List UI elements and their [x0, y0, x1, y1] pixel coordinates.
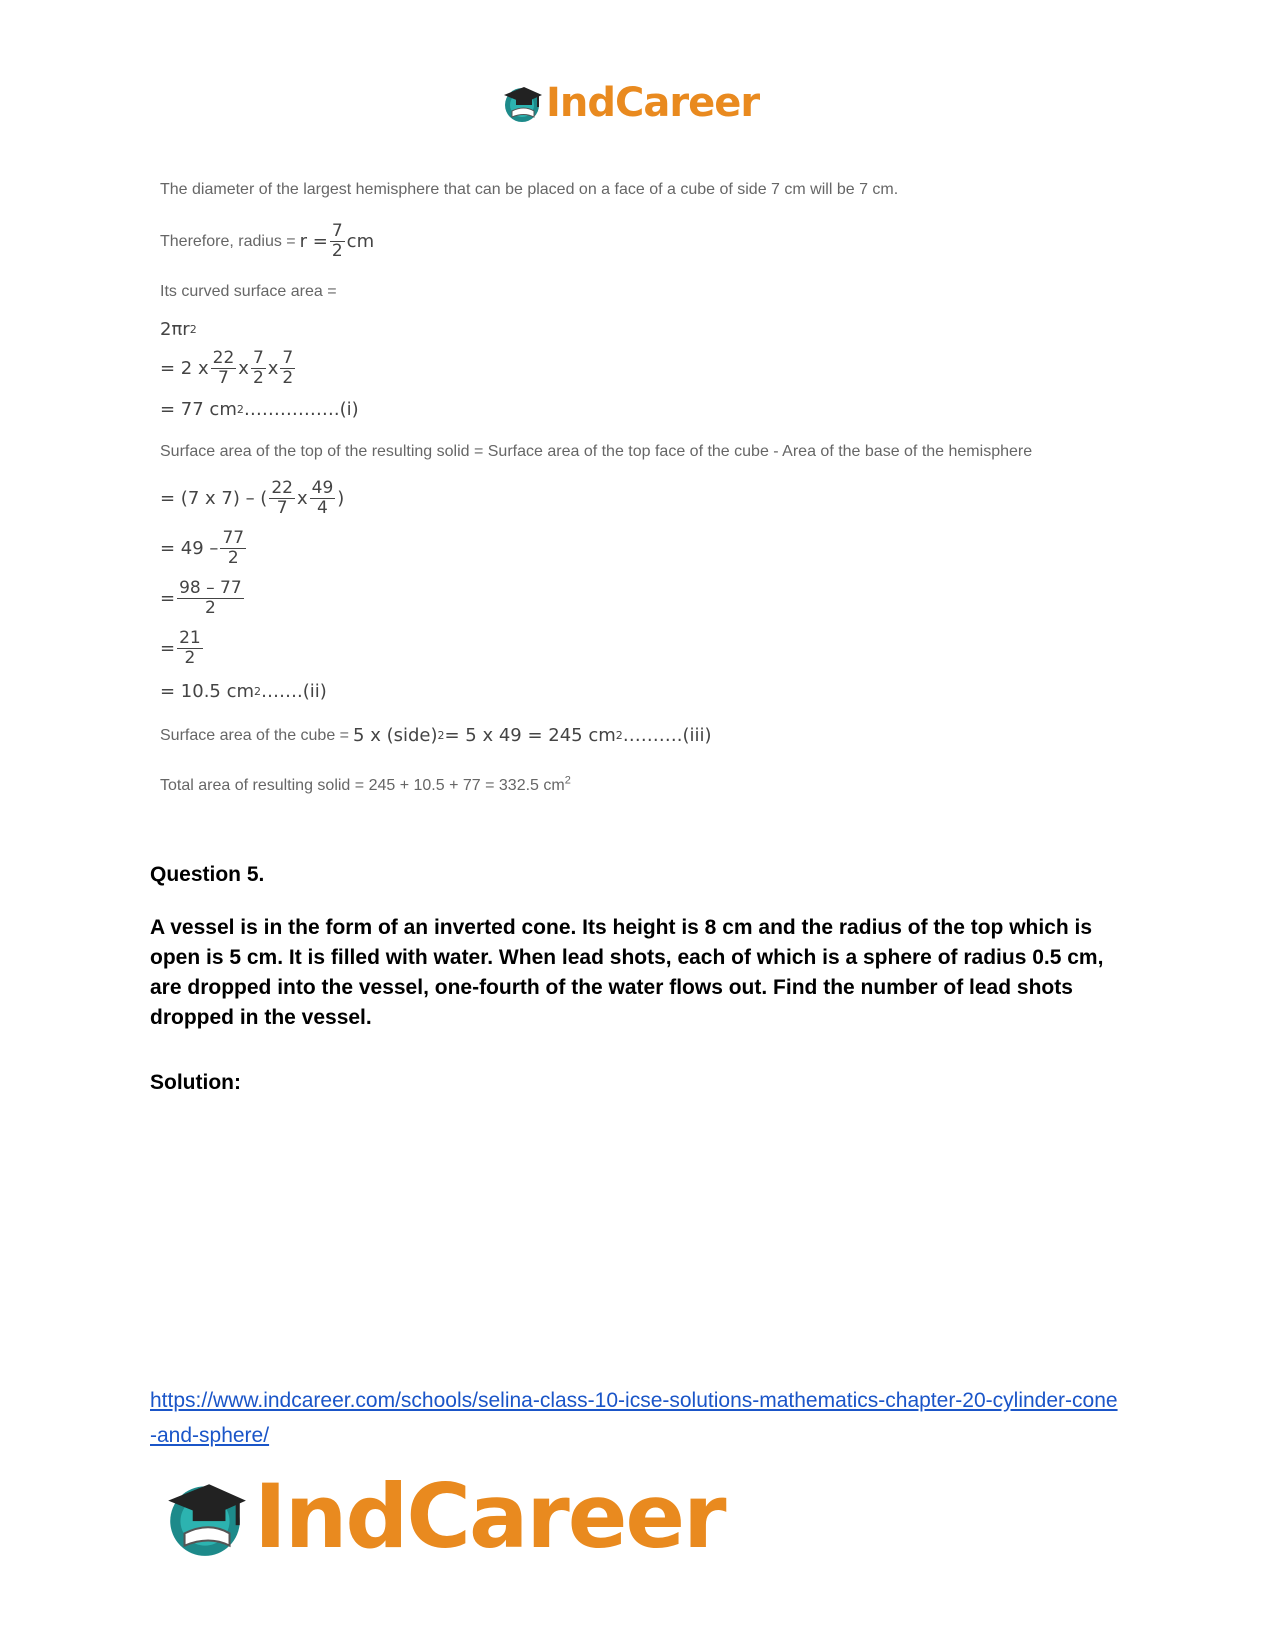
fraction: $\frac{7}{2}$ — [331, 221, 343, 261]
radius-line: Therefore, radius = r = $\frac{7}{2}$ cm — [160, 221, 375, 261]
graduation-cap-icon — [500, 81, 544, 125]
solution-line: Surface area of the top of the resulting solid = Surface area of the top face of the cube - Area of the base of the hemisphere — [160, 443, 1033, 460]
top-step: = 49 – $\frac{77}{2}$ — [160, 528, 245, 568]
logo-text: IndCareer — [254, 1465, 725, 1568]
top-result: = 10.5 cm 2 …….(ii) — [160, 681, 327, 702]
total-line: Total area of resulting solid = 245 + 10.5 + 77 = 332.5 $cm^2$ — [160, 774, 571, 794]
footer-link[interactable]: https://www.indcareer.com/schools/selina-class-10-icse-solutions-mathematics-chapter-20-cylinder-cone-and-sphere/ — [150, 1389, 1118, 1447]
solution-label: Solution: — [150, 1071, 241, 1094]
csa-formula: 2πr 2 — [160, 319, 197, 340]
header-logo — [500, 80, 759, 126]
graduation-cap-icon — [160, 1472, 250, 1562]
top-step: = $\frac{21}{2}$ — [160, 628, 201, 668]
top-step: = (7 x 7) – ( $\frac{22}{7}$ x $\frac{49}{4}$ ) — [160, 478, 345, 518]
logo-text: IndCareer — [546, 80, 760, 126]
csa-step: = 2 x $\frac{22}{7}$ x $\frac{7}{2}$ x $\frac{7}{2}$ — [160, 348, 294, 388]
solution-line: Its curved surface area = — [160, 283, 337, 300]
csa-result: = 77 cm 2 …………….(i) — [160, 399, 359, 420]
footer-logo — [160, 1465, 725, 1568]
question-text: A vessel is in the form of an inverted cone. Its height is 8 cm and the radius of the top which is open is 5 cm. It is filled with water. When lead shots, each of which is a sphere of radius 0.5 cm, are dropped into the vessel, one-fourth of the water flows out. Find the number of lead shots dropped in the vessel. — [150, 916, 1104, 1029]
solution-line: The diameter of the largest hemisphere that can be placed on a face of a cube of side 7 cm will be 7 cm. — [160, 181, 899, 198]
cube-line: Surface area of the cube = 5 x (side) 2 = 5 x 49 = 245 cm 2 ……….(iii) — [160, 725, 712, 746]
top-step: = $\frac{98 - 77}{2}$ — [160, 578, 242, 618]
question-heading: Question 5. — [150, 863, 265, 886]
